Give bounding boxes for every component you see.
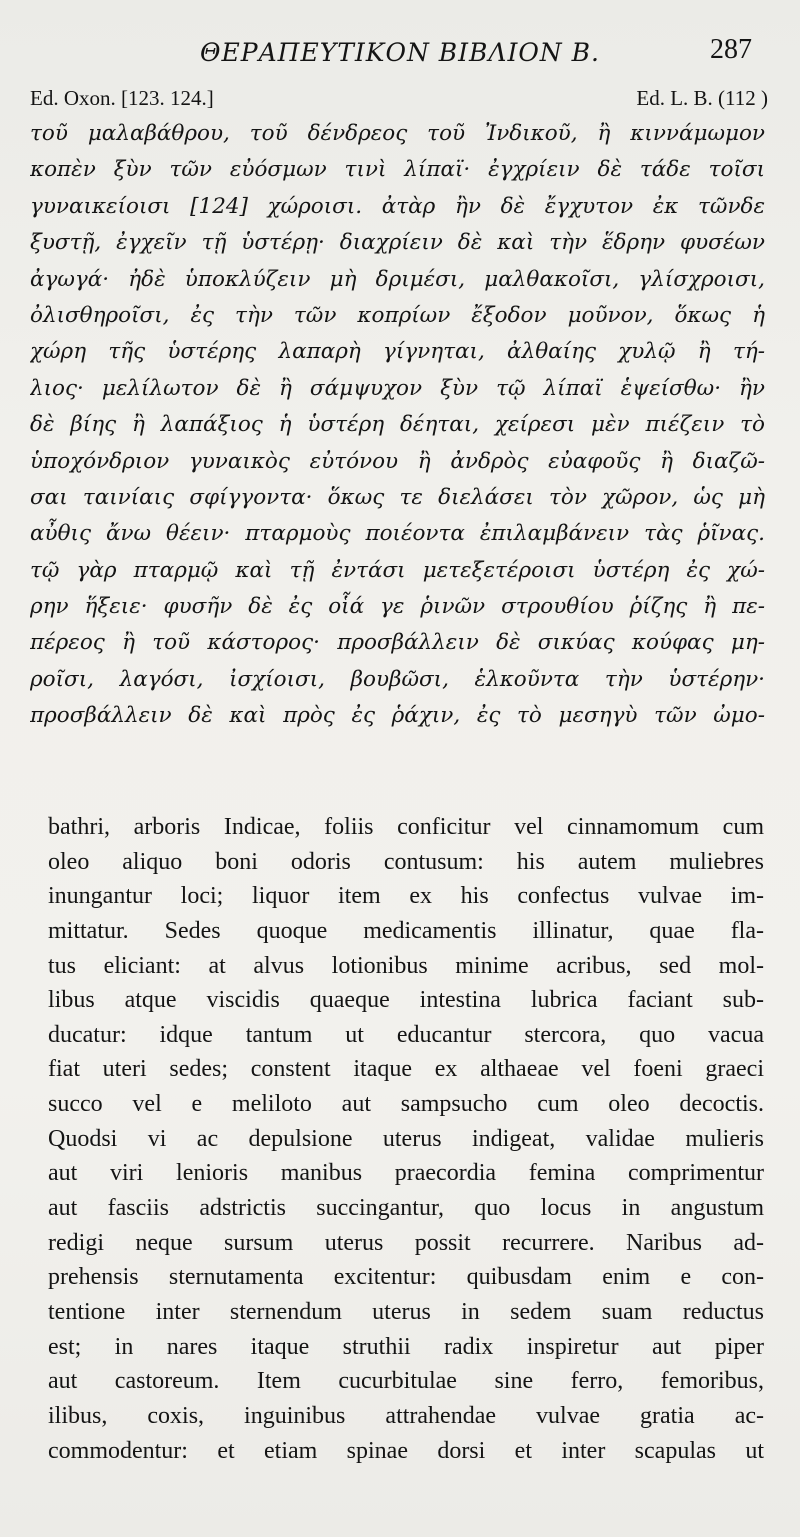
latin-line: aut castoreum. Item cucurbitulae sine ferro, femoribus, xyxy=(48,1368,764,1395)
greek-line: λιος· μελίλωτον δὲ ἢ σάμψυχον ξὺν τῷ λίπαϊ ἑψείσθω· ἢν xyxy=(30,375,765,401)
greek-line: σαι ταινίαις σφίγγοντα· ὅκως τε διελάσει τὸν χῶρον, ὡς μὴ xyxy=(30,484,765,510)
latin-line: ducatur: idque tantum ut educantur stercora, quo vacua xyxy=(48,1021,764,1048)
edition-references xyxy=(30,86,768,116)
latin-line: mittatur. Sedes quoque medicamentis illinatur, quae fla- xyxy=(48,917,764,944)
greek-line: ἀγωγά· ἠδὲ ὑποκλύζειν μὴ δριμέσι, μαλθακοῖσι, γλίσχροισι, xyxy=(30,266,765,292)
greek-line: γυναικείοισι [124] χώροισι. ἀτὰρ ἢν δὲ ἔγχυτον ἐκ τῶνδε xyxy=(30,193,765,219)
greek-line: ὑποχόνδριον γυναικὸς εὐτόνου ἢ ἀνδρὸς εὐαφοῦς ἢ διαζῶ- xyxy=(30,448,765,474)
greek-line: τῷ γὰρ πταρμῷ καὶ τῇ ἐντάσι μετεξετέροισι ὑστέρη ἐς χώ- xyxy=(30,557,765,583)
page-header xyxy=(48,30,752,74)
greek-line: κοπὲν ξὺν τῶν εὐόσμων τινὶ λίπαϊ· ἐγχρίειν δὲ τάδε τοῖσι xyxy=(30,157,765,183)
greek-line: ξυστῇ, ἐγχεῖν τῇ ὑστέρῃ· διαχρίειν δὲ καὶ τὴν ἕδρην φυσέων xyxy=(30,230,765,256)
latin-line: est; in nares itaque struthii radix inspiretur aut piper xyxy=(48,1333,764,1360)
greek-line: προσβάλλειν δὲ καὶ πρὸς ἐς ῥάχιν, ἐς τὸ μεσηγὺ τῶν ὠμο- xyxy=(30,703,765,729)
latin-line: redigi neque sursum uterus possit recurrere. Naribus ad- xyxy=(48,1229,764,1256)
greek-line: δὲ βίης ἢ λαπάξιος ἡ ὑστέρη δέηται, χείρεσι μὲν πιέζειν τὸ xyxy=(30,412,765,438)
latin-line: fiat uteri sedes; constent itaque ex althaeae vel foeni graeci xyxy=(48,1056,764,1083)
oxford-edition-reference: Ed. Oxon. [123. 124.] xyxy=(30,86,214,110)
greek-line: τοῦ μαλαβάθρου, τοῦ δένδρεος τοῦ Ἰνδικοῦ, ἢ κιννάμωμον xyxy=(30,121,765,146)
latin-line: inungantur loci; liquor item ex his confectus vulvae im- xyxy=(48,883,764,910)
greek-line: χώρη τῆς ὑστέρης λαπαρὴ γίγνηται, ἀλθαίης χυλῷ ἢ τή- xyxy=(30,339,765,365)
greek-line: ρην ἥξειε· φυσῆν δὲ ἐς οἷά γε ῥινῶν στρουθίου ῥίζης ἢ πε- xyxy=(30,594,765,620)
greek-line: ὀλισθηροῖσι, ἐς τὴν τῶν κοπρίων ἔξοδον μοῦνον, ὅκως ἡ xyxy=(30,302,765,328)
latin-line: succo vel e meliloto aut sampsucho cum oleo decoctis. xyxy=(48,1091,764,1118)
page-number: 287 xyxy=(710,34,752,65)
latin-text xyxy=(48,810,764,1468)
latin-line: libus atque viscidis quaeque intestina lubrica faciant sub- xyxy=(48,987,764,1014)
latin-line: oleo aliquo boni odoris contusum: his autem muliebres xyxy=(48,848,764,875)
latin-line: ilibus, coxis, inguinibus attrahendae vulvae gratia ac- xyxy=(48,1402,764,1429)
latin-line: prehensis sternutamenta excitentur: quibusdam enim e con- xyxy=(48,1264,764,1291)
latin-line: aut fasciis adstrictis succingantur, quo locus in angustum xyxy=(48,1195,764,1222)
latin-line: bathri, arboris Indicae, foliis conficitur vel cinnamomum cum xyxy=(48,814,764,840)
latin-line: tus eliciant: at alvus lotionibus minime acribus, sed mol- xyxy=(48,952,764,979)
greek-line: αὖθις ἄνω θέειν· πταρμοὺς ποιέοντα ἐπιλαμβάνειν τὰς ῥῖνας. xyxy=(30,521,765,547)
latin-line: commodentur: et etiam spinae dorsi et inter scapulas ut xyxy=(48,1437,764,1464)
greek-line: πέρεος ἢ τοῦ κάστορος· προσβάλλειν δὲ σικύας κούφας μη- xyxy=(30,630,765,656)
latin-line: aut viri lenioris manibus praecordia femina comprimentur xyxy=(48,1160,764,1187)
running-title: ΘΕΡΑΠΕΥΤΙΚΟΝ ΒΙΒΛΙΟΝ Β. xyxy=(200,38,600,67)
greek-text xyxy=(30,116,765,735)
leipzig-edition-reference: Ed. L. B. (112 ) xyxy=(636,86,768,110)
latin-line: tentione inter sternendum uterus in sedem suam reductus xyxy=(48,1298,764,1325)
latin-line: Quodsi vi ac depulsione uterus indigeat, validae mulieris xyxy=(48,1125,764,1152)
greek-line: ροῖσι, λαγόσι, ἰσχίοισι, βουβῶσι, ἑλκοῦντα τὴν ὑστέρην· xyxy=(30,666,765,692)
